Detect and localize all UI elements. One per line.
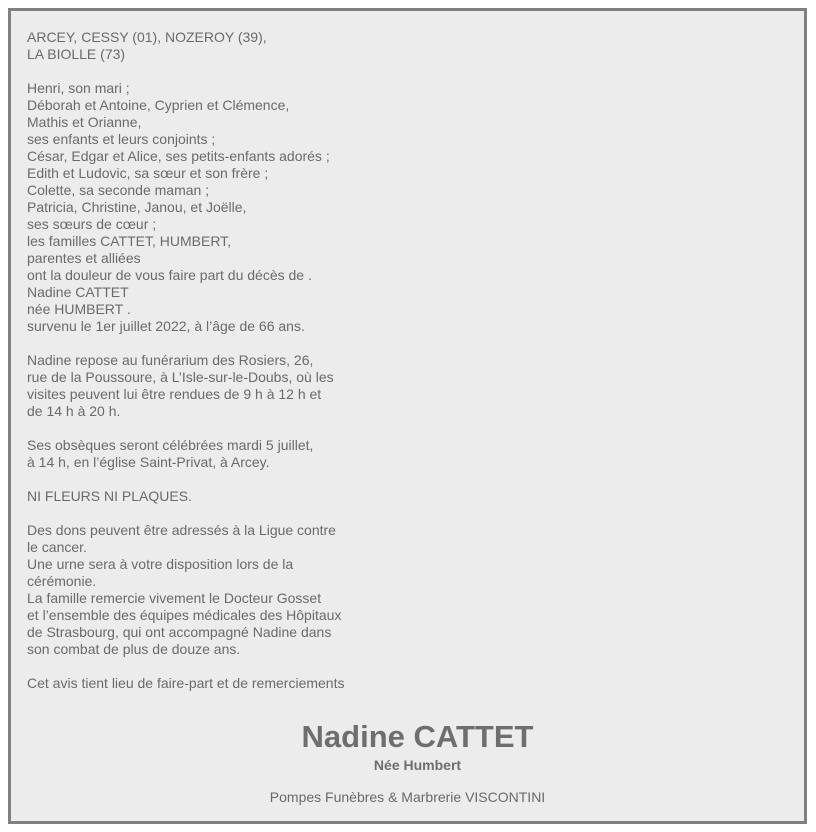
notice-line: Cet avis tient lieu de faire-part et de remerciements bbox=[27, 675, 345, 691]
notice-paragraph bbox=[27, 80, 407, 335]
notice-line: rue de la Poussoure, à L’Isle-sur-le-Doubs, où les bbox=[27, 369, 334, 385]
notice-line: son combat de plus de douze ans. bbox=[27, 641, 241, 657]
notice-paragraph bbox=[27, 437, 407, 471]
notice-line: ont la douleur de vous faire part du décès de . bbox=[27, 267, 312, 283]
notice-line: Mathis et Orianne, bbox=[27, 114, 142, 130]
notice-paragraph bbox=[27, 29, 407, 63]
notice-line: Henri, son mari ; bbox=[27, 80, 130, 96]
notice-body-text bbox=[27, 29, 407, 692]
notice-line: Patricia, Christine, Janou, et Joëlle, bbox=[27, 199, 247, 215]
notice-line: et l’ensemble des équipes médicales des Hôpitaux bbox=[27, 607, 342, 623]
obituary-notice-frame bbox=[8, 8, 807, 824]
notice-line: les familles CATTET, HUMBERT, bbox=[27, 233, 232, 249]
notice-line: Une urne sera à votre disposition lors de la bbox=[27, 556, 294, 572]
notice-line: visites peuvent lui être rendues de 9 h à 12 h et bbox=[27, 386, 322, 402]
notice-footer bbox=[11, 719, 804, 806]
deceased-name: Nadine CATTET bbox=[301, 719, 534, 754]
notice-line: La famille remercie vivement le Docteur Gosset bbox=[27, 590, 322, 606]
notice-line: Nadine repose au funérarium des Rosiers, 26, bbox=[27, 352, 314, 368]
notice-line: de Strasbourg, qui ont accompagné Nadine dans bbox=[27, 624, 332, 640]
notice-line: ARCEY, CESSY (01), NOZEROY (39), bbox=[27, 29, 267, 45]
notice-line: à 14 h, en l’église Saint-Privat, à Arcey. bbox=[27, 454, 270, 470]
notice-line: de 14 h à 20 h. bbox=[27, 403, 121, 419]
notice-line: Nadine CATTET bbox=[27, 284, 129, 300]
funeral-home-name: Pompes Funèbres & Marbrerie VISCONTINI bbox=[269, 789, 546, 805]
notice-paragraph bbox=[27, 488, 407, 505]
notice-line: parentes et alliées bbox=[27, 250, 141, 266]
notice-line: ses sœurs de cœur ; bbox=[27, 216, 157, 232]
notice-paragraph bbox=[27, 675, 407, 692]
notice-line: le cancer. bbox=[27, 539, 87, 555]
notice-line: NI FLEURS NI PLAQUES. bbox=[27, 488, 192, 504]
notice-line: Ses obsèques seront célébrées mardi 5 juillet, bbox=[27, 437, 314, 453]
notice-line: née HUMBERT . bbox=[27, 301, 131, 317]
maiden-name: Née Humbert bbox=[373, 757, 462, 773]
notice-line: Des dons peuvent être adressés à la Ligue contre bbox=[27, 522, 336, 538]
notice-line: Colette, sa seconde maman ; bbox=[27, 182, 210, 198]
notice-line: Déborah et Antoine, Cyprien et Clémence, bbox=[27, 97, 290, 113]
notice-paragraph bbox=[27, 522, 407, 658]
notice-line: Edith et Ludovic, sa sœur et son frère ; bbox=[27, 165, 269, 181]
notice-line: ses enfants et leurs conjoints ; bbox=[27, 131, 216, 147]
notice-paragraph bbox=[27, 352, 407, 420]
notice-line: cérémonie. bbox=[27, 573, 97, 589]
notice-line: LA BIOLLE (73) bbox=[27, 46, 126, 62]
notice-line: survenu le 1er juillet 2022, à l’âge de 66 ans. bbox=[27, 318, 305, 334]
notice-line: César, Edgar et Alice, ses petits-enfants adorés ; bbox=[27, 148, 330, 164]
